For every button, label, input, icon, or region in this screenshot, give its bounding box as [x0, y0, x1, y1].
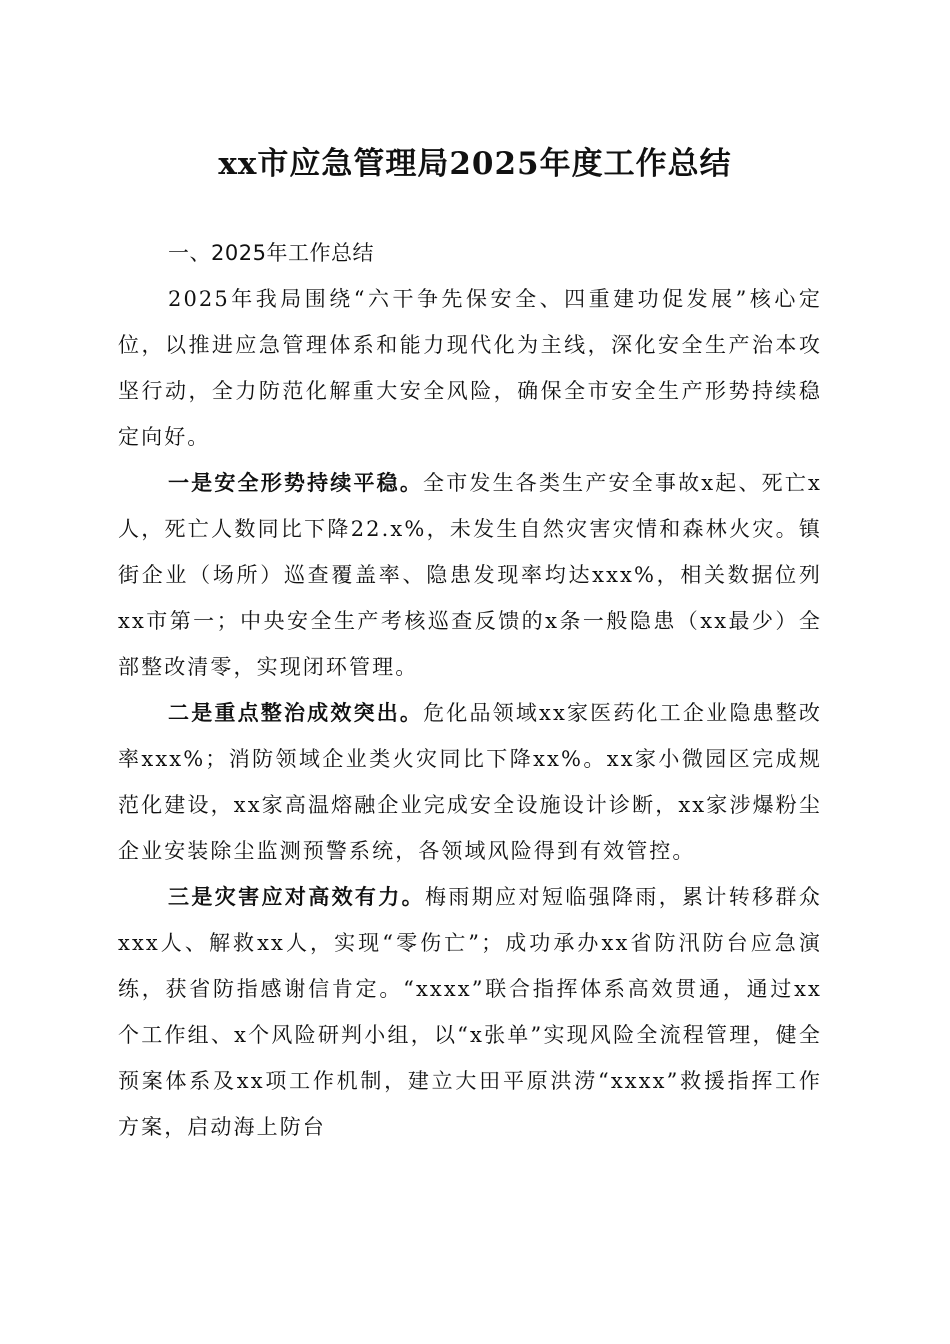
point-lead-2: 二是重点整治成效突出。	[168, 700, 424, 725]
point-lead-1: 一是安全形势持续平稳。	[168, 470, 424, 495]
point-paragraph-1	[118, 460, 822, 690]
point-text-2: 危化品领域xx家医药化工企业隐患整改率xxx%；消防领域企业类火灾同比下降xx%。xx家小微园区完成规范化建设，xx家高温熔融企业完成安全设施设计诊断，xx家涉爆粉尘企业安装除尘监测预警系统，各领域风险得到有效管控。	[118, 701, 822, 863]
point-text-3: 梅雨期应对短临强降雨，累计转移群众xxx人、解救xx人，实现“零伤亡”；成功承办xx省防汛防台应急演练，获省防指感谢信肯定。“xxxx”联合指挥体系高效贯通，通过xx个工作组、x个风险研判小组，以“x张单”实现风险全流程管理，健全预案体系及xx项工作机制，建立大田平原洪涝“xxxx”救援指挥工作方案，启动海上防台	[118, 885, 822, 1139]
document-title: xx市应急管理局2025年度工作总结	[218, 146, 732, 182]
section-heading: 一、2025年工作总结	[168, 241, 374, 265]
document-body	[118, 230, 822, 1150]
point-paragraph-3	[118, 874, 822, 1150]
point-text-1: 全市发生各类生产安全事故x起、死亡x人，死亡人数同比下降22.x%，未发生自然灾害灾情和森林火灾。镇街企业（场所）巡查覆盖率、隐患发现率均达xxx%，相关数据位列xx市第一；中央安全生产考核巡查反馈的x条一般隐患（xx最少）全部整改清零，实现闭环管理。	[118, 471, 822, 679]
point-lead-3: 三是灾害应对高效有力。	[168, 884, 426, 909]
intro-paragraph: 2025年我局围绕“六干争先保安全、四重建功促发展”核心定位，以推进应急管理体系和能力现代化为主线，深化安全生产治本攻坚行动，全力防范化解重大安全风险，确保全市安全生产形势持续稳定向好。	[118, 287, 822, 449]
point-paragraph-2	[118, 690, 822, 874]
